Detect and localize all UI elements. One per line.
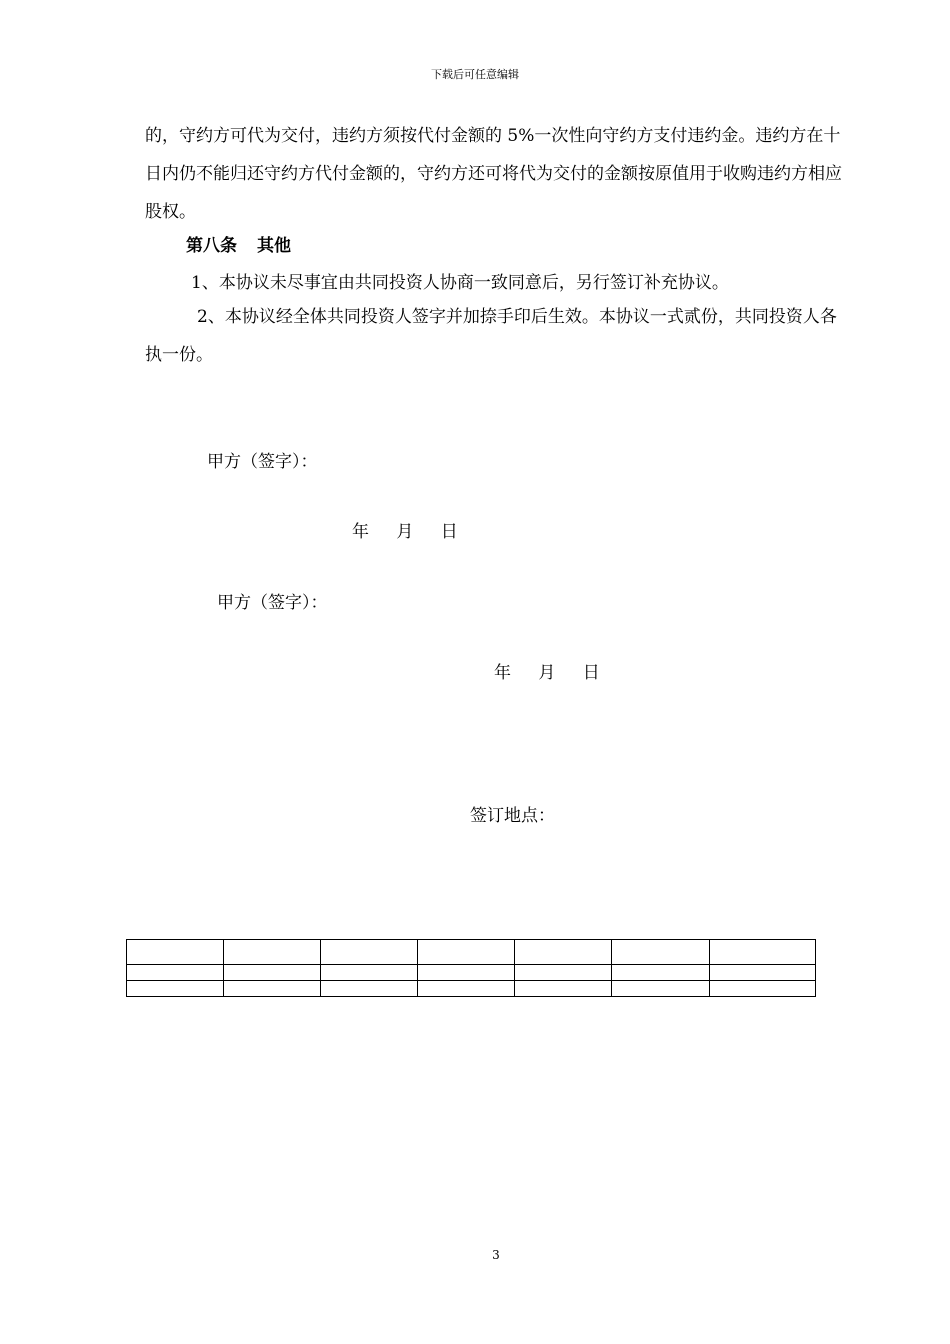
- table-cell: [224, 940, 321, 965]
- page-number: 3: [492, 1248, 500, 1262]
- paragraph-continuation: 的，守约方可代为交付，违约方须按代付金额的 5%一次性向守约方支付违约金。违约方在十日内仍不能归还守约方代付金额的，守约方还可将代为交付的金额按原值用于收购违约方相应股权。: [145, 126, 842, 222]
- table-cell: [224, 981, 321, 997]
- table-row: [127, 965, 816, 981]
- table-cell: [418, 940, 515, 965]
- table-cell: [612, 940, 710, 965]
- table-cell: [515, 981, 612, 997]
- table-cell: [612, 981, 710, 997]
- signature-label-party-a-1: 甲方（签字）：: [207, 452, 318, 472]
- table-cell: [710, 940, 816, 965]
- page-header: 下载后可任意编辑: [431, 68, 519, 81]
- article-8-heading: [186, 227, 291, 265]
- table-cell: [127, 981, 224, 997]
- signature-date-2: 年 月 日: [494, 663, 600, 683]
- table-cell: [418, 965, 515, 981]
- table-cell: [612, 965, 710, 981]
- signing-place-label: 签订地点：: [470, 806, 555, 826]
- table-cell: [515, 940, 612, 965]
- signature-date-1: 年 月 日: [352, 522, 458, 542]
- table-cell: [515, 965, 612, 981]
- table-cell: [710, 981, 816, 997]
- table-row: [127, 981, 816, 997]
- table-row: [127, 940, 816, 965]
- article-8-item-1: 1、本协议未尽事宜由共同投资人协商一致同意后，另行签订补充协议。: [191, 273, 729, 293]
- table-cell: [127, 965, 224, 981]
- table-cell: [321, 965, 418, 981]
- table-cell: [418, 981, 515, 997]
- table-cell: [224, 965, 321, 981]
- article-8-item-2: 2、本协议经全体共同投资人签字并加捺手印后生效。本协议一式贰份，共同投资人各执一份。: [145, 307, 837, 365]
- article-number: 第八条: [186, 236, 237, 256]
- article-title: 其他: [257, 236, 291, 256]
- table-cell: [127, 940, 224, 965]
- empty-table: [126, 939, 816, 997]
- table-cell: [710, 965, 816, 981]
- table-cell: [321, 981, 418, 997]
- signature-label-party-a-2: 甲方（签字）：: [217, 593, 328, 613]
- table-cell: [321, 940, 418, 965]
